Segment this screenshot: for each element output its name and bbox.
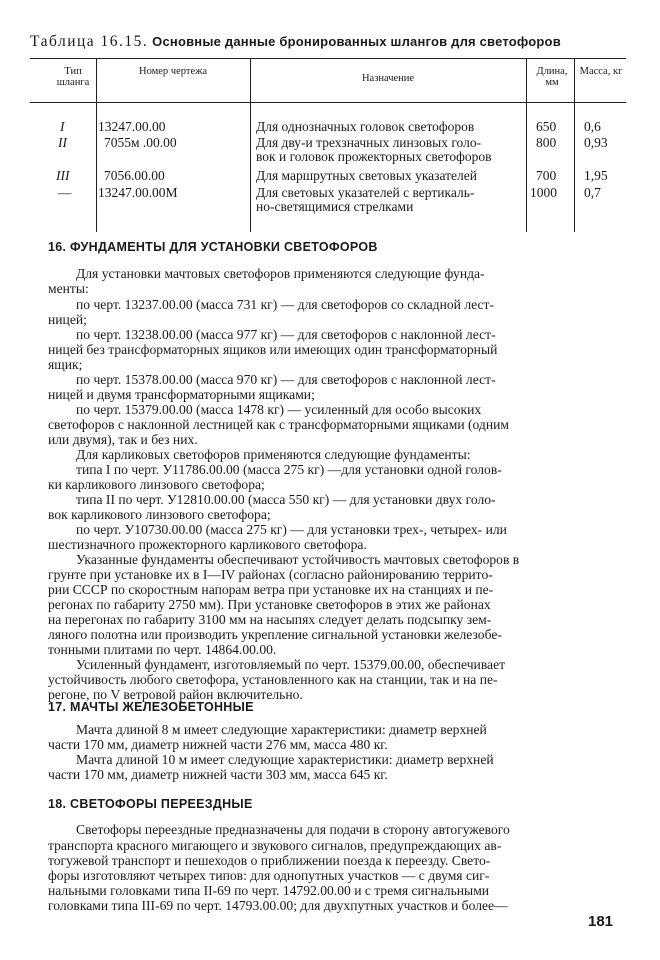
paragraph-line: части 170 мм, диаметр нижней части 276 мм, масса 480 кг. (48, 737, 388, 752)
section-heading: 17. МАЧТЫ ЖЕЛЕЗОБЕТОННЫЕ (48, 700, 254, 714)
row-type: I (60, 119, 65, 134)
paragraph-line: Для карликовых светофоров применяются следующие фундаменты: (76, 447, 471, 462)
paragraph-line: по черт. 13238.00.00 (масса 977 кг) — для светофоров с наклонной лест- (76, 327, 496, 342)
row-length: 1000 (530, 185, 557, 200)
paragraph-line: вок карликового линзового светофора; (48, 507, 271, 522)
paragraph-line: по черт. 15379.00.00 (масса 1478 кг) — усиленный для особо высоких (76, 402, 482, 417)
paragraph-line: по черт. 15378.00.00 (масса 970 кг) — для светофоров с наклонной лест- (76, 372, 496, 387)
table-caption (30, 33, 640, 51)
row-purpose: вок и головок прожекторных светофоров (256, 149, 492, 164)
paragraph-line: тогужевой транспорт и пешеходов о приближении поезда к переезду. Свето- (48, 853, 491, 868)
paragraph-line: шестизначного прожекторного карликового светофора. (48, 537, 367, 552)
row-purpose: Для дву-и трехзначных линзовых голо- (256, 135, 482, 150)
row-length: 650 (536, 119, 557, 134)
row-type: — (58, 185, 72, 200)
row-purpose: но-светящимися стрелками (256, 199, 414, 214)
row-purpose: Для световых указателей с вертикаль- (256, 185, 475, 200)
row-drawing: 13247.00.00 (98, 119, 166, 134)
table-top-rule (30, 58, 626, 59)
header-type: Тип шланга (56, 66, 90, 88)
paragraph-line: ки карликового линзового светофора; (48, 477, 265, 492)
paragraph-line: рии СССР по скоростным напорам ветра при установке их на станциях и пе- (48, 582, 494, 597)
paragraph-line: или двумя), так и без них. (48, 432, 198, 447)
paragraph-line: ницей; (48, 312, 87, 327)
page-number: 181 (588, 913, 614, 930)
row-mass: 0,7 (584, 185, 601, 200)
table-label: Таблица 16.15. (30, 33, 149, 50)
row-drawing: 7055м .00.00 (104, 135, 177, 150)
row-length: 800 (536, 135, 557, 150)
header-drawing: Номер чертежа (138, 66, 208, 77)
row-mass: 1,95 (584, 168, 608, 183)
paragraph-line: транспорта красного мигающего и звукового сигналов, предупреждающих ав- (48, 838, 502, 853)
table-title: Основные данные бронированных шлангов для светофоров (152, 34, 561, 49)
section-heading: 18. СВЕТОФОРЫ ПЕРЕЕЗДНЫЕ (48, 797, 253, 811)
paragraph-line: форы изготовляют четырех типов: для однопутных участков — с двумя сиг- (48, 868, 490, 883)
paragraph-line: Указанные фундаменты обеспечивают устойчивость мачтовых светофоров в (76, 552, 520, 567)
header-purpose: Назначение (361, 73, 415, 84)
paragraph-line: светофоров с наклонной лестницей как с трансформаторными ящиками (одним (48, 417, 509, 432)
paragraph-line: части 170 мм, диаметр нижней части 303 мм, масса 645 кг. (48, 767, 388, 782)
paragraph-line: ящик; (48, 357, 83, 372)
paragraph-line: головками типа III-69 по черт. 14793.00.00; для двухпутных участков и более— (48, 898, 508, 913)
paragraph-line: ляного полотна или производить укрепление сигнальной установки железобе- (48, 627, 502, 642)
table-header-rule (30, 102, 626, 103)
table-col-divider (526, 59, 527, 232)
table-col-divider (574, 59, 575, 232)
paragraph-line: Мачта длиной 10 м имеет следующие характеристики: диаметр верхней (76, 752, 494, 767)
paragraph-line: типа II по черт. У12810.00.00 (масса 550 кг) — для установки двух голо- (76, 492, 496, 507)
row-type: II (58, 135, 67, 150)
paragraph-line: на перегонах по габариту 3100 мм на насыпях следует делать подсыпку зем- (48, 612, 492, 627)
paragraph-line: регоне, по V ветровой район включительно. (48, 687, 303, 702)
paragraph-line: по черт. 13237.00.00 (масса 731 кг) — для светофоров со складной лест- (76, 297, 494, 312)
paragraph-line: ницей без трансформаторных ящиков или имеющих один трансформаторный (48, 342, 498, 357)
paragraph-line: грунте при установке их в I—IV районах (согласно районированию террито- (48, 567, 493, 582)
header-length: Длина, мм (536, 66, 568, 88)
table-col-divider (250, 59, 251, 232)
row-type: III (56, 168, 70, 183)
row-drawing: 7056.00.00 (104, 168, 165, 183)
paragraph-line: ницей и двумя трансформаторными ящиками; (48, 387, 315, 402)
row-drawing: 13247.00.00М (98, 185, 178, 200)
table-col-divider (96, 59, 97, 232)
section-heading: 16. ФУНДАМЕНТЫ ДЛЯ УСТАНОВКИ СВЕТОФОРОВ (48, 240, 378, 254)
row-length: 700 (536, 168, 557, 183)
paragraph-line: устойчивость любого светофора, установленного как на станции, так и на пе- (48, 672, 498, 687)
paragraph-line: нальными головками типа II-69 по черт. 14792.00.00 и с тремя сигнальными (48, 883, 490, 898)
paragraph-line: Усиленный фундамент, изготовляемый по черт. 15379.00.00, обеспечивает (76, 657, 506, 672)
row-purpose: Для однозначных головок светофоров (256, 119, 475, 134)
paragraph-line: тонными плитами по черт. 14864.00.00. (48, 642, 277, 657)
paragraph-line: по черт. У10730.00.00 (масса 275 кг) — для установки трех-, четырех- или (76, 522, 507, 537)
paragraph-line: Мачта длиной 8 м имеет следующие характеристики: диаметр верхней (76, 722, 487, 737)
paragraph-line: типа I по черт. У11786.00.00 (масса 275 кг) —для установки одной голов- (76, 462, 502, 477)
header-mass: Масса, кг (579, 66, 623, 77)
row-mass: 0,93 (584, 135, 608, 150)
paragraph-line: Светофоры переездные предназначены для подачи в сторону автогужевого (76, 822, 510, 837)
row-purpose: Для маршрутных световых указателей (256, 168, 477, 183)
row-mass: 0,6 (584, 119, 601, 134)
paragraph-line: регонах по габариту 2750 мм). При установке светофоров в этих же районах (48, 597, 491, 612)
paragraph-line: менты: (48, 281, 89, 296)
paragraph-line: Для установки мачтовых светофоров применяются следующие фунда- (76, 266, 485, 281)
